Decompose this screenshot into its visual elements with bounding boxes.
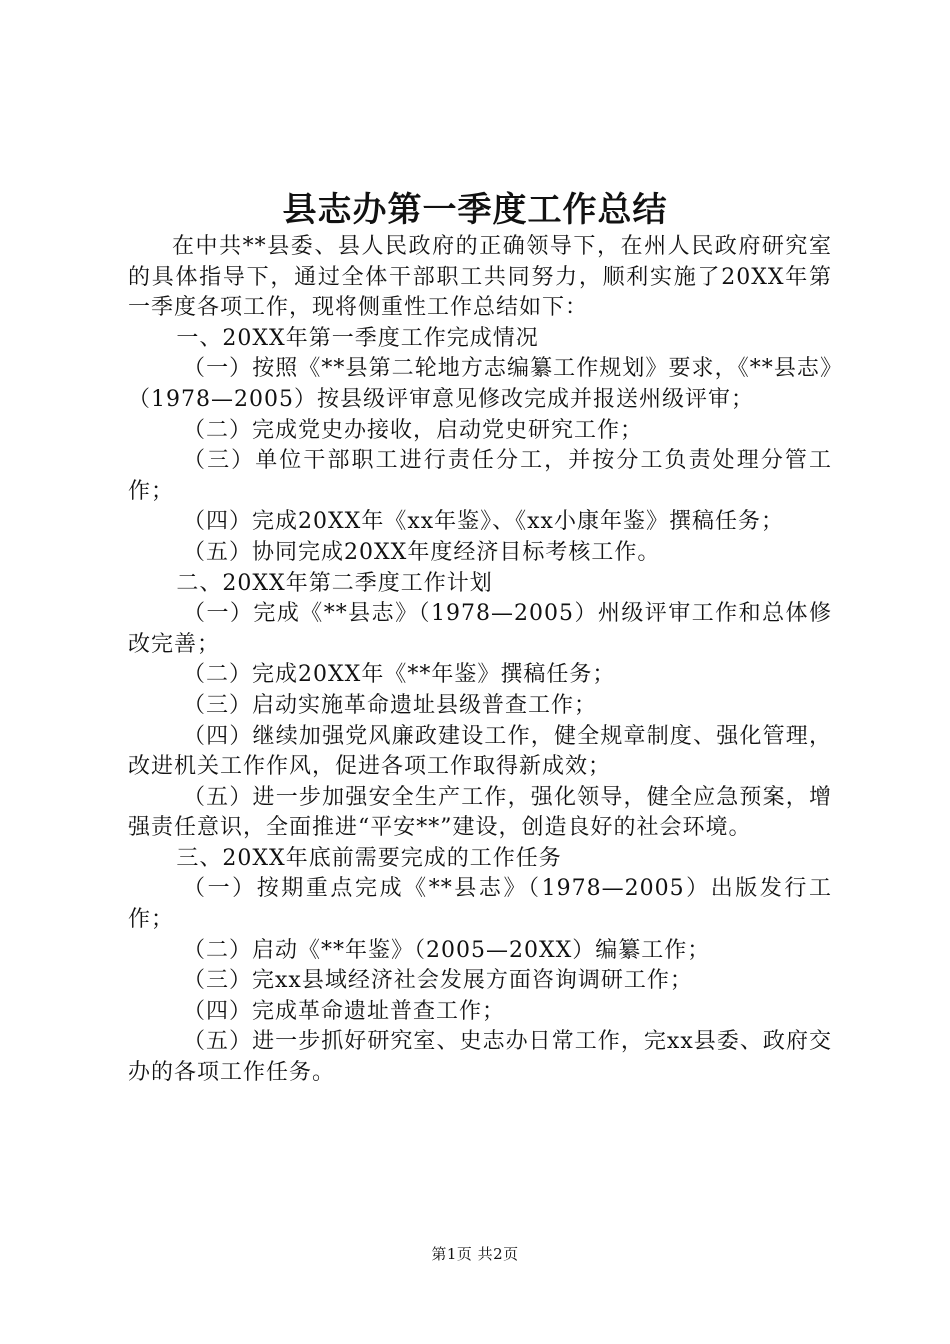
section-1-item-1: （一）按照《**县第二轮地方志编纂工作规划》要求，《**县志》（1978—2005）按县级评审意见修改完成并报送州级评审； — [128, 356, 832, 412]
section-1-item-4: （四）完成20XX年《xx年鉴》、《xx小康年鉴》撰稿任务； — [183, 509, 784, 535]
section-3-item-1: （一）按期重点完成《**县志》（1978—2005）出版发行工作； — [128, 876, 832, 933]
document-body — [128, 232, 832, 1089]
intro-paragraph: 在中共**县委、县人民政府的正确领导下，在州人民政府研究室的具体指导下，通过全体干部职工共同努力，顺利实施了20XX年第一季度各项工作，现将侧重性工作总结如下： — [128, 234, 832, 321]
section-2-item-3: （三）启动实施革命遗址县级普查工作； — [183, 692, 598, 718]
section-heading-3: 三、20XX年底前需要完成的工作任务 — [176, 845, 562, 871]
section-1-item-2: （二）完成党史办接收，启动党史研究工作； — [183, 417, 644, 443]
section-3-item-5: （五）进一步抓好研究室、史志办日常工作，完xx县委、政府交办的各项工作任务。 — [128, 1029, 832, 1086]
section-2-item-5: （五）进一步加强安全生产工作，强化领导，健全应急预案，增强责任意识，全面推进“平安**”建设，创造良好的社会环境。 — [128, 784, 832, 841]
section-3-item-2: （二）启动《**年鉴》（2005—20XX）编纂工作； — [183, 937, 711, 963]
section-3-item-3: （三）完xx县域经济社会发展方面咨询调研工作； — [183, 968, 693, 994]
section-2-item-4: （四）继续加强党风廉政建设工作，健全规章制度、强化管理，改进机关工作作风，促进各项工作取得新成效； — [128, 723, 832, 780]
section-3-item-4: （四）完成革命遗址普查工作； — [183, 998, 506, 1024]
section-heading-1: 一、20XX年第一季度工作完成情况 — [176, 325, 539, 351]
section-2-item-2: （二）完成20XX年《**年鉴》撰稿任务； — [183, 662, 616, 688]
section-1-item-5: （五）协同完成20XX年度经济目标考核工作。 — [183, 539, 661, 565]
section-heading-2: 二、20XX年第二季度工作计划 — [176, 570, 493, 596]
document-title: 县志办第一季度工作总结 — [282, 190, 668, 230]
page-number-footer: 第1页 共2页 — [431, 1245, 519, 1263]
section-1-item-3: （三）单位干部职工进行责任分工，并按分工负责处理分管工作； — [128, 448, 832, 504]
section-2-item-1: （一）完成《**县志》（1978—2005）州级评审工作和总体修改完善； — [128, 601, 832, 657]
